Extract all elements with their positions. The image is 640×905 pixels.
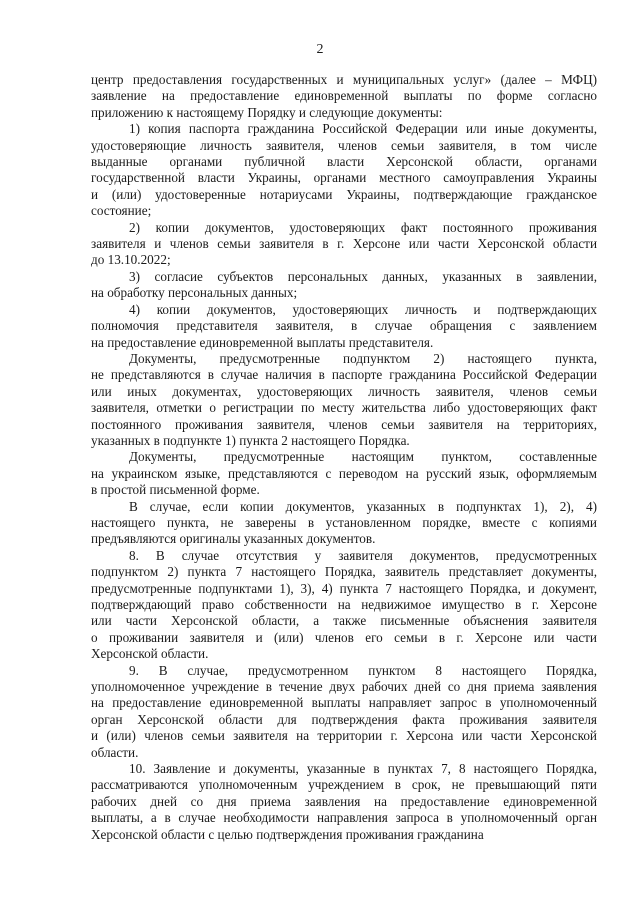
text-line: до 13.10.2022;	[91, 252, 171, 268]
paragraph	[91, 548, 597, 663]
paragraph	[91, 351, 597, 449]
text-line: о проживании заявителя и (или) членов его семьи в г. Херсоне или части	[91, 629, 597, 645]
text-line: орган Херсонской области для подтверждения факта проживания заявителя	[91, 711, 597, 727]
text-line: государственной власти Украины, органами местного самоуправления Украины	[91, 170, 597, 186]
text-line: постоянного проживания заявителя, членов семьи заявителя на территориях,	[91, 416, 597, 432]
text-line: 2) копии документов, удостоверяющих факт постоянного проживания	[129, 219, 597, 235]
text-line: на предоставление единовременной выплаты направляет запрос в уполномоченный	[91, 695, 597, 711]
paragraph	[91, 761, 597, 843]
text-line: выданные органами публичной власти Херсонской области, органами	[91, 154, 597, 170]
text-line: заявителя и членов семьи заявителя в г. Херсоне или части Херсонской области	[91, 236, 597, 252]
text-line: на предоставление единовременной выплаты представителя.	[91, 334, 434, 350]
paragraph	[91, 449, 597, 498]
text-line: Документы, предусмотренные подпунктом 2) настоящего пункта,	[129, 350, 597, 366]
page-number: 2	[316, 42, 324, 57]
text-line: или части Херсонской области, а также письменные объяснения заявителя	[91, 613, 597, 629]
text-line: области.	[91, 744, 139, 760]
text-line: настоящего пункта, не заверены в установленном порядке, вместе с копиями	[91, 514, 597, 530]
text-line: и (или) членов семьи заявителя на территории г. Херсона или части Херсонской	[91, 728, 597, 744]
text-line: 9. В случае, предусмотренном пунктом 8 настоящего Порядка,	[129, 662, 597, 678]
text-line: заявителя, отметки о регистрации по месту жительства либо удостоверяющих факт	[91, 400, 597, 416]
text-line: на украинском языке, представляются с переводом на русский язык, оформляемым	[91, 465, 597, 481]
text-line: на обработку персональных данных;	[91, 285, 298, 301]
text-line: Херсонской области.	[91, 646, 209, 662]
paragraph	[91, 499, 597, 548]
paragraph	[91, 663, 597, 761]
text-line: удостоверяющие личность заявителя, членов семьи заявителя, в том числе	[91, 137, 597, 153]
text-line: выплаты, а в случае необходимости направления запроса в уполномоченный орган	[91, 810, 597, 826]
text-line: рассматриваются уполномоченным учреждением в срок, не превышающий пяти	[91, 777, 597, 793]
text-line: приложению к настоящему Порядку и следующие документы:	[91, 104, 443, 120]
text-line: состояние;	[91, 203, 152, 219]
paragraph	[91, 121, 597, 219]
text-line: 1) копия паспорта гражданина Российской Федерации или иные документы,	[129, 121, 597, 137]
text-line: и (или) удостоверенные нотариусами Украины, подтверждающие гражданское	[91, 186, 597, 202]
text-line: подтверждающий право собственности на недвижимое имущество в г. Херсоне	[91, 597, 597, 612]
text-line: или иных документах, удостоверяющих личность заявителя, членов семьи	[91, 383, 597, 399]
text-line: 3) согласие субъектов персональных данных, указанных в заявлении,	[129, 268, 597, 284]
paragraph	[91, 72, 597, 121]
paragraph	[91, 220, 597, 269]
text-line: рабочих дней со дня приема заявления на предоставление единовременной	[91, 793, 597, 809]
text-line: полномочия представителя заявителя, в случае обращения с заявлением	[91, 318, 597, 334]
text-line: предъявляются оригиналы указанных документов.	[91, 531, 376, 547]
document-body	[91, 72, 597, 843]
text-line: уполномоченное учреждение в течение двух рабочих дней со дня приема заявления	[91, 679, 597, 695]
text-line: подпунктом 2) пункта 7 настоящего Порядка, заявитель представляет документы,	[91, 564, 597, 580]
text-line: 10. Заявление и документы, указанные в пунктах 7, 8 настоящего Порядка,	[129, 761, 597, 777]
text-line: в простой письменной форме.	[91, 482, 260, 498]
text-line: указанных в подпункте 1) пункта 2 настоящего Порядка.	[91, 432, 410, 448]
text-line: Документы, предусмотренные настоящим пунктом, составленные	[129, 449, 597, 465]
text-line: центр предоставления государственных и муниципальных услуг» (далее – МФЦ)	[91, 72, 597, 87]
text-line: Херсонской области с целью подтверждения проживания гражданина	[91, 826, 484, 842]
text-line: предусмотренные подпунктами 1), 3), 4) пункта 7 настоящего Порядка, и документ,	[91, 580, 597, 596]
text-line: В случае, если копии документов, указанных в подпунктах 1), 2), 4)	[129, 498, 597, 514]
text-line: заявление на предоставление единовременной выплаты по форме согласно	[91, 88, 597, 104]
paragraph	[91, 302, 597, 351]
text-line: не представляются в случае наличия в паспорте гражданина Российской Федерации	[91, 367, 597, 383]
text-line: 8. В случае отсутствия у заявителя документов, предусмотренных	[129, 547, 597, 563]
text-line: 4) копии документов, удостоверяющих личность и подтверждающих	[129, 301, 597, 317]
paragraph	[91, 269, 597, 302]
